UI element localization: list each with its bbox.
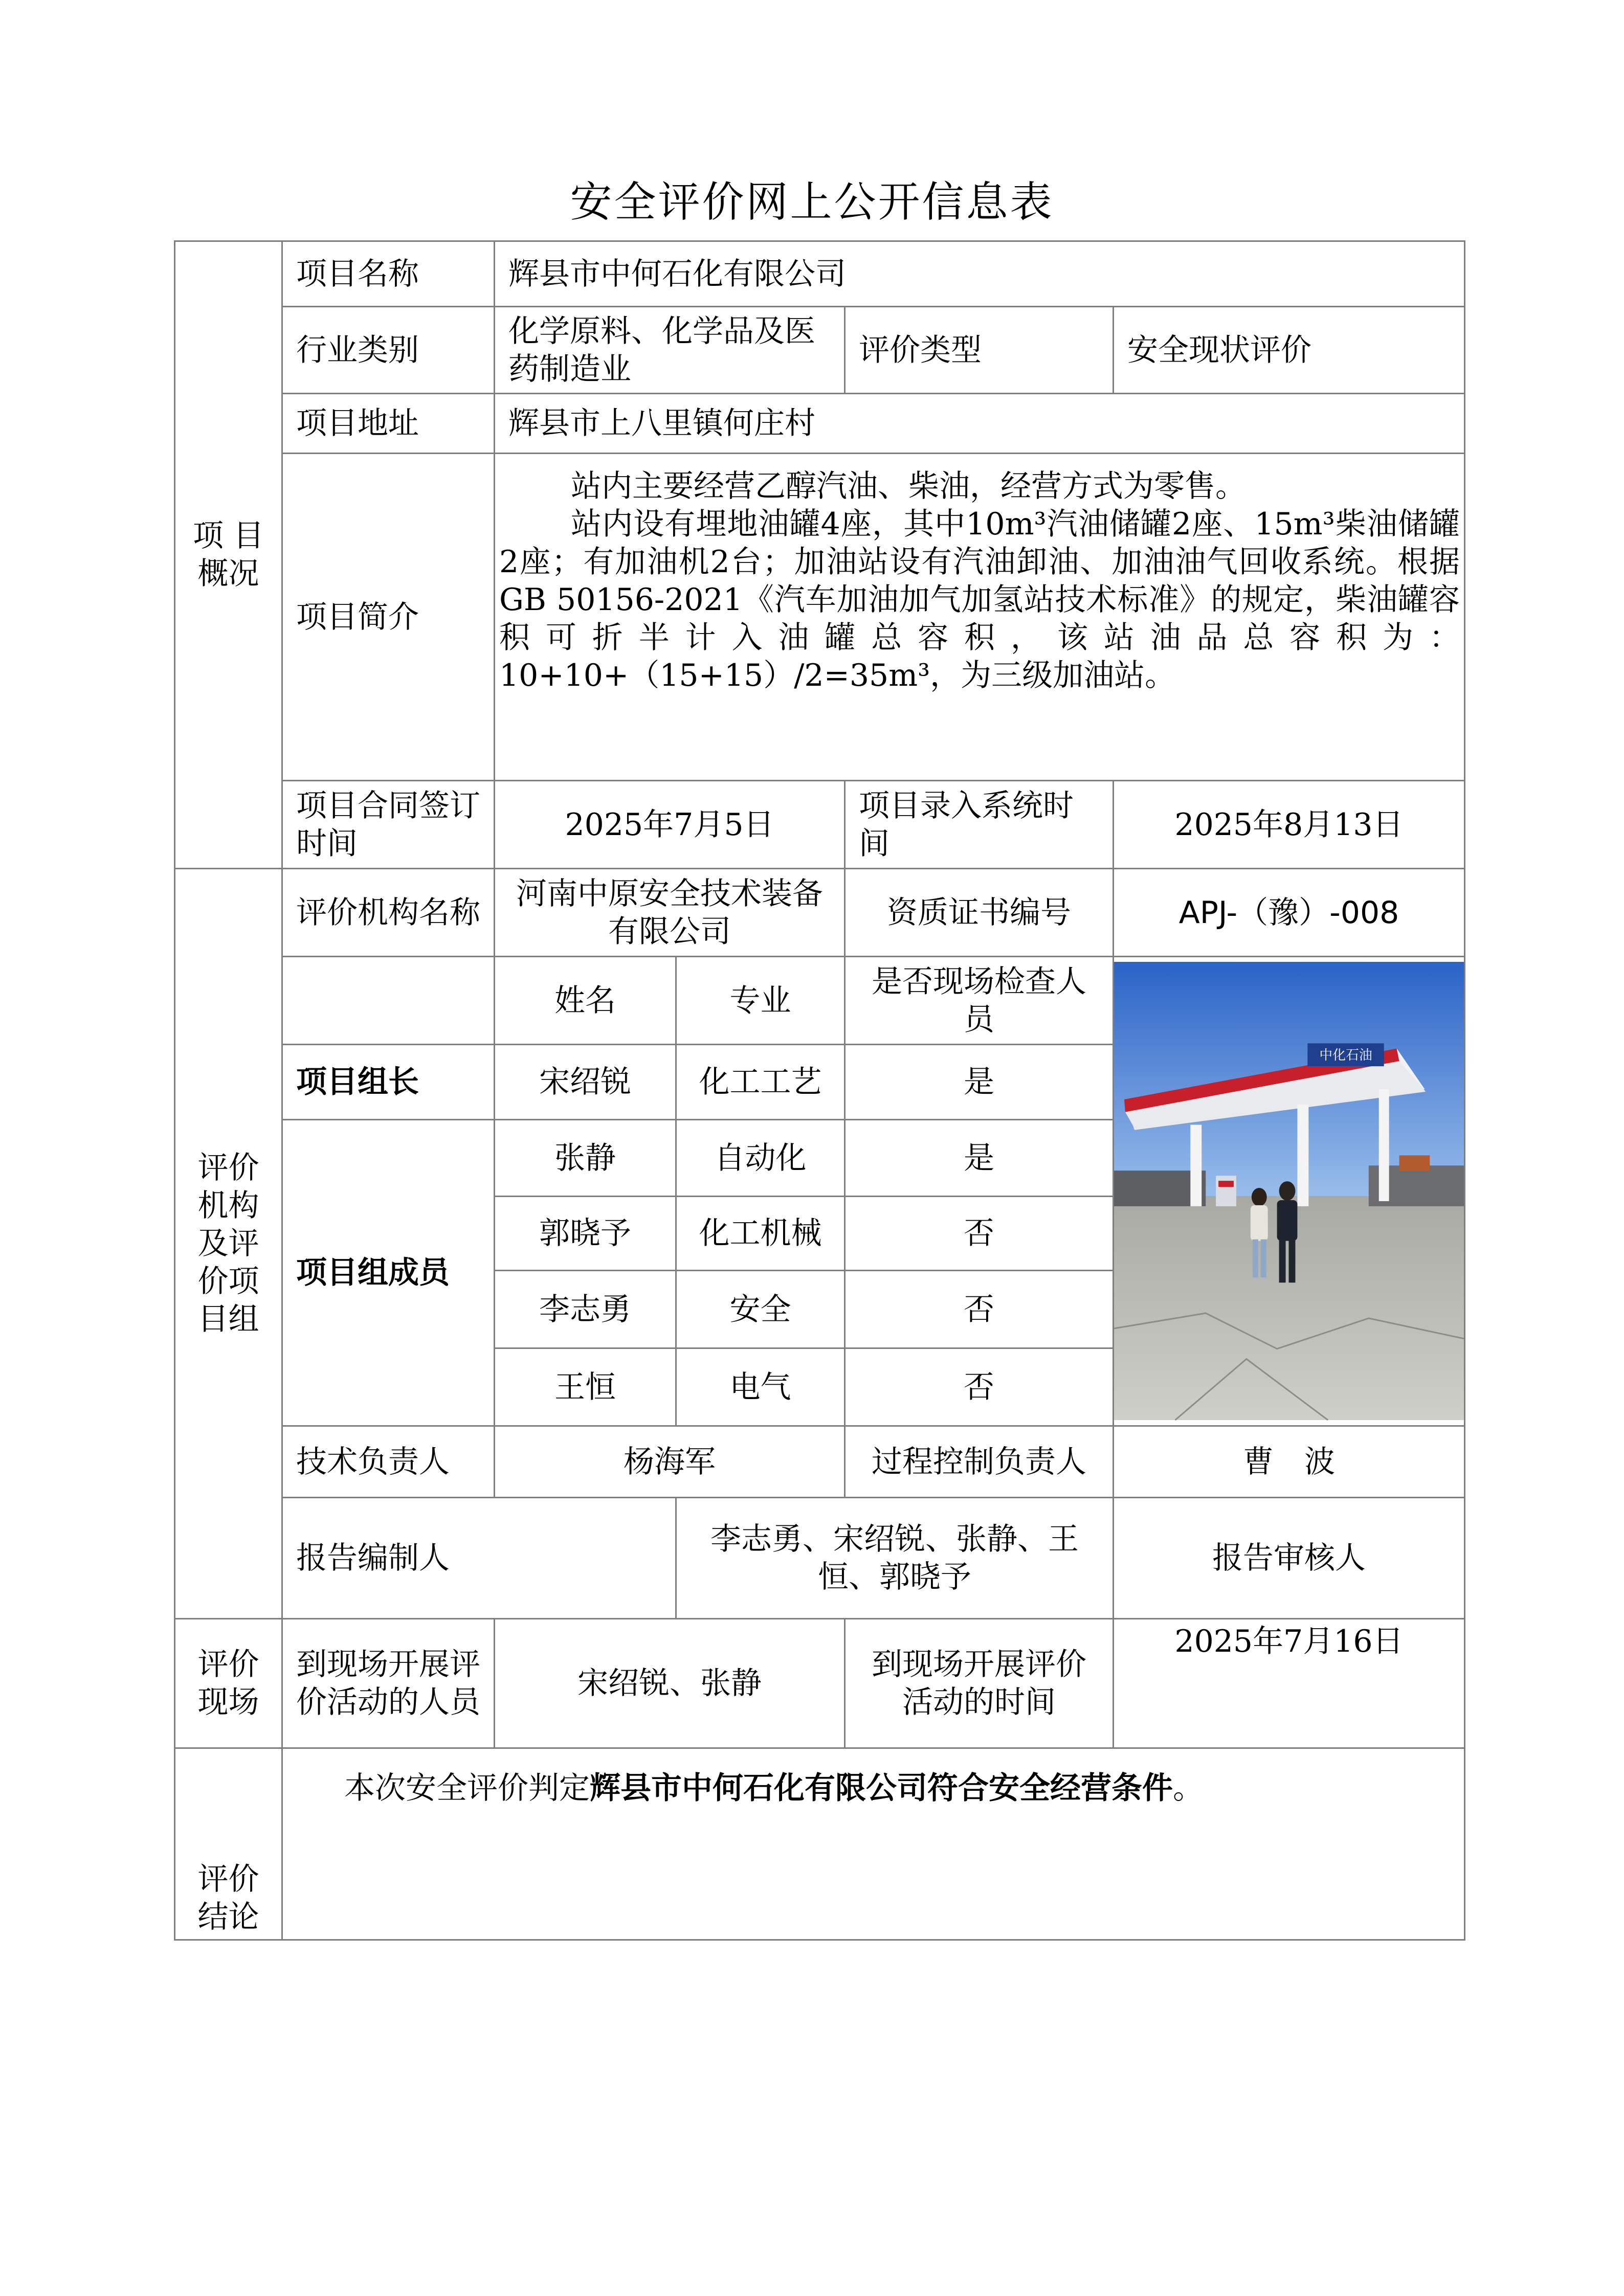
entry-label: 项目录入系统时间 bbox=[845, 781, 1114, 869]
team-row-name: 张静 bbox=[495, 1120, 676, 1197]
section-overview-label: 项 目 概况 bbox=[175, 241, 282, 869]
site-time-label: 到现场开展评价活动的时间 bbox=[845, 1619, 1114, 1748]
team-row-name: 王恒 bbox=[495, 1348, 676, 1426]
conclusion-value bbox=[282, 1748, 1465, 1940]
industry-label: 行业类别 bbox=[282, 307, 495, 394]
intro-label: 项目简介 bbox=[282, 454, 495, 781]
conclusion-suffix: 。 bbox=[1173, 1770, 1204, 1806]
process-lead-value: 曹 波 bbox=[1114, 1426, 1465, 1498]
gas-station-photo bbox=[1114, 962, 1464, 1420]
team-row-onsite: 是 bbox=[845, 1120, 1114, 1197]
members-label: 项目组成员 bbox=[282, 1120, 495, 1426]
intro-paragraph-1: 站内主要经营乙醇汽油、柴油，经营方式为零售。 bbox=[571, 468, 1246, 504]
team-row-major: 化工机械 bbox=[676, 1197, 845, 1271]
project-name-value: 辉县市中何石化有限公司 bbox=[495, 241, 1465, 307]
org-name-value: 河南中原安全技术装备有限公司 bbox=[495, 869, 845, 957]
intro-value bbox=[495, 454, 1465, 781]
contract-label: 项目合同签订时间 bbox=[282, 781, 495, 869]
site-people-label: 到现场开展评价活动的人员 bbox=[282, 1619, 495, 1748]
process-lead-label: 过程控制负责人 bbox=[845, 1426, 1114, 1498]
team-row-onsite: 是 bbox=[845, 1045, 1114, 1120]
leader-label: 项目组长 bbox=[282, 1045, 495, 1120]
team-row-major: 自动化 bbox=[676, 1120, 845, 1197]
cert-value: APJ-（豫）-008 bbox=[1114, 869, 1465, 957]
tech-lead-label: 技术负责人 bbox=[282, 1426, 495, 1498]
intro-paragraph-2: 站内设有埋地油罐4座，其中10m³汽油储罐2座、15m³柴油储罐2座；有加油机2台；加油站设有汽油卸油、加油油气回收系统。根据GB 50156-2021《汽车加油加气加氢站技术标准》的规定，柴油罐容积可折半计入油罐总容积，该站油品总容积为：10+10+（15+15）/2=35m³，为三级加油站。 bbox=[499, 506, 1460, 693]
section-conclusion-label: 评价结论 bbox=[175, 1748, 282, 1940]
team-row-name: 李志勇 bbox=[495, 1271, 676, 1348]
team-row-major: 电气 bbox=[676, 1348, 845, 1426]
page-title: 安全评价网上公开信息表 bbox=[570, 178, 1054, 227]
conclusion-bold: 辉县市中何石化有限公司符合安全经营条件 bbox=[590, 1770, 1173, 1806]
industry-value: 化学原料、化学品及医药制造业 bbox=[495, 307, 845, 394]
team-row-name: 宋绍锐 bbox=[495, 1045, 676, 1120]
team-row-major: 安全 bbox=[676, 1271, 845, 1348]
cert-label: 资质证书编号 bbox=[845, 869, 1114, 957]
station-sign-text: 中化石油 bbox=[1319, 1048, 1372, 1064]
report-author-value: 李志勇、宋绍锐、张静、王恒、郭晓予 bbox=[676, 1498, 1114, 1619]
section-site-label: 评价现场 bbox=[175, 1619, 282, 1748]
report-reviewer-label: 报告审核人 bbox=[1114, 1498, 1465, 1619]
project-name-label: 项目名称 bbox=[282, 241, 495, 307]
team-row-major: 化工工艺 bbox=[676, 1045, 845, 1120]
site-people-value: 宋绍锐、张静 bbox=[495, 1619, 845, 1748]
section-org-label: 评价机构及评价项目组 bbox=[175, 869, 282, 1619]
org-name-label: 评价机构名称 bbox=[282, 869, 495, 957]
conclusion-prefix: 本次安全评价判定 bbox=[344, 1770, 590, 1806]
site-time-value: 2025年7月16日 bbox=[1114, 1619, 1465, 1748]
tech-lead-value: 杨海军 bbox=[495, 1426, 845, 1498]
team-row-name: 郭晓予 bbox=[495, 1197, 676, 1271]
info-table bbox=[174, 240, 1465, 1941]
col-header-major: 专业 bbox=[676, 957, 845, 1045]
contract-date: 2025年7月5日 bbox=[495, 781, 845, 869]
team-row-onsite: 否 bbox=[845, 1271, 1114, 1348]
col-header-name: 姓名 bbox=[495, 957, 676, 1045]
team-row-onsite: 否 bbox=[845, 1197, 1114, 1271]
address-value: 辉县市上八里镇何庄村 bbox=[495, 394, 1465, 454]
entry-date: 2025年8月13日 bbox=[1114, 781, 1465, 869]
col-header-onsite: 是否现场检查人员 bbox=[845, 957, 1114, 1045]
team-row-onsite: 否 bbox=[845, 1348, 1114, 1426]
site-photo bbox=[1114, 957, 1465, 1426]
team-header-blank bbox=[282, 957, 495, 1045]
address-label: 项目地址 bbox=[282, 394, 495, 454]
eval-type-label: 评价类型 bbox=[845, 307, 1114, 394]
eval-type-value: 安全现状评价 bbox=[1114, 307, 1465, 394]
report-author-label: 报告编制人 bbox=[282, 1498, 676, 1619]
